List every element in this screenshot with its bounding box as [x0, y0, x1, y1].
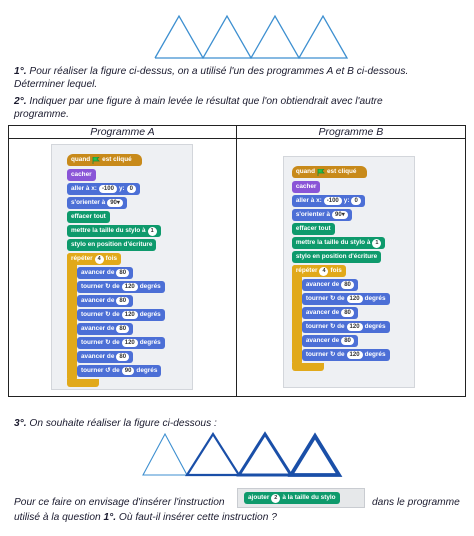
forward-value: 80: [116, 353, 129, 361]
program-b-turn-3: [302, 349, 390, 361]
question-4-line2-c: Où faut-il insérer cette instruction ?: [116, 512, 277, 523]
program-b-clear: effacer tout: [292, 223, 335, 235]
program-a-forward-1: [77, 267, 133, 279]
when-label: quand: [71, 156, 91, 163]
clicked-label: est cliqué: [326, 168, 357, 175]
question-1-line2: Déterminer lequel.: [14, 79, 98, 90]
turn-label: tourner ↻ de: [81, 283, 120, 290]
program-b-cell: [236, 139, 465, 397]
turn-label: tourner ↻ de: [81, 311, 120, 318]
program-a-when-flag: [67, 154, 142, 166]
program-a-forward-3: [77, 323, 133, 335]
forward-label: avancer de: [305, 309, 340, 316]
question-1: [14, 66, 408, 79]
program-b-repeat-wrap: [292, 265, 302, 365]
program-b-forward-1: [302, 279, 358, 291]
question-2-text: Indiquer par une figure à main levée le résultat que l'on obtiendrait avec l'autre: [26, 96, 383, 107]
goto-x-value: -100: [99, 185, 117, 193]
program-b-hide: cacher: [292, 181, 321, 193]
forward-value: 80: [341, 337, 354, 345]
program-a-forward-2: [77, 295, 133, 307]
turn-unit: degrés: [139, 339, 161, 346]
program-a-forward-4: [77, 351, 133, 363]
forward-label: avancer de: [305, 281, 340, 288]
forward-label: avancer de: [81, 353, 115, 360]
question-4-line2-a: utilisé à la question: [14, 512, 104, 523]
turn-label: tourner ↻ de: [305, 323, 345, 330]
question-1-number: 1°.: [14, 66, 27, 77]
repeat-suffix: fois: [105, 255, 118, 262]
program-a-turn-1: [77, 281, 165, 293]
top-triangles-figure: [150, 10, 350, 62]
turn-unit: degrés: [139, 311, 161, 318]
program-a-pen-size: [67, 225, 161, 237]
orient-label: s'orienter à: [71, 199, 106, 206]
question-2-number: 2°.: [14, 96, 27, 107]
turn-value: 120: [347, 351, 363, 359]
program-a-orient: [67, 197, 127, 209]
question-4-text-a: Pour ce faire on envisage d'insérer l'instruction: [14, 497, 225, 508]
forward-label: avancer de: [305, 337, 340, 344]
header-program-a: Programme A: [9, 126, 237, 139]
repeat-label: répéter: [295, 267, 318, 274]
forward-value: 80: [341, 309, 354, 317]
turn-value: 120: [122, 311, 138, 319]
pen-size-value: 1: [372, 239, 381, 248]
header-program-b: Programme B: [236, 126, 465, 139]
program-b-repeat: [292, 265, 346, 277]
forward-label: avancer de: [81, 325, 115, 332]
program-b-orient: [292, 209, 352, 221]
goto-label: aller à x:: [71, 185, 97, 192]
repeat-suffix: fois: [330, 267, 342, 274]
pen-size-value: 1: [148, 227, 157, 236]
forward-value: 80: [116, 269, 129, 277]
question-2: [14, 96, 383, 109]
question-4-line2: [14, 512, 277, 525]
program-b-goto: [292, 195, 365, 207]
orient-label: s'orienter à: [295, 211, 331, 218]
program-a-clear: effacer tout: [67, 211, 110, 223]
instruction-value: 2: [271, 494, 280, 503]
program-a-pen-down: stylo en position d'écriture: [67, 239, 156, 251]
program-a-turn-4: [77, 365, 161, 377]
pen-size-label: mettre la taille du stylo à: [71, 227, 146, 234]
repeat-value: 4: [319, 267, 328, 276]
forward-label: avancer de: [81, 269, 115, 276]
turn-value: 120: [122, 339, 138, 347]
program-a-cell: [9, 139, 237, 397]
when-label: quand: [295, 168, 315, 175]
repeat-value: 4: [95, 255, 104, 264]
pen-size-label: mettre la taille du stylo à: [295, 239, 371, 246]
turn-unit: degrés: [364, 295, 386, 302]
program-b-when-flag: [292, 166, 367, 178]
green-flag-icon: [317, 169, 325, 176]
program-b-turn-1: [302, 293, 390, 305]
repeat-label: répéter: [71, 255, 93, 262]
program-a-script: [51, 144, 193, 390]
green-flag-icon: [92, 157, 100, 164]
program-a-hide: cacher: [67, 169, 96, 181]
forward-value: 80: [116, 325, 129, 333]
turn-value: 120: [347, 295, 363, 303]
goto-x-value: -100: [324, 197, 342, 205]
orient-value: 90▾: [107, 199, 123, 207]
goto-y-value: 0: [127, 185, 136, 193]
question-3-number: 3°.: [14, 418, 27, 429]
orient-value: 90▾: [332, 211, 348, 219]
program-a-turn-3: [77, 337, 165, 349]
instruction-block: [244, 492, 340, 504]
program-b-turn-2: [302, 321, 390, 333]
question-1-text: Pour réaliser la figure ci-dessus, on a utilisé l'un des programmes A et B ci-dessous.: [26, 66, 409, 77]
program-b-pen-down: stylo en position d'écriture: [292, 251, 381, 263]
program-b-repeat-end: [292, 363, 324, 371]
turn-label: tourner ↻ de: [81, 339, 120, 346]
instruction-frame: [237, 488, 365, 508]
turn-unit: degrés: [136, 367, 158, 374]
instruction-suffix: à la taille du stylo: [282, 494, 336, 501]
turn-unit: degrés: [139, 283, 161, 290]
forward-value: 80: [116, 297, 129, 305]
bottom-triangles-figure: [135, 428, 345, 480]
question-2-line2: programme.: [14, 109, 69, 120]
instruction-label: ajouter: [248, 494, 270, 501]
forward-label: avancer de: [81, 297, 115, 304]
program-a-repeat-end: [67, 379, 99, 387]
goto-label: aller à x:: [295, 197, 322, 204]
program-a-repeat: [67, 253, 121, 265]
program-a-goto: [67, 183, 140, 195]
goto-y-label: y:: [118, 185, 125, 192]
question-4-line2-ref: 1°.: [103, 512, 117, 523]
program-a-turn-2: [77, 309, 165, 321]
question-4-text-b: dans le programme: [372, 497, 460, 508]
program-b-forward-2: [302, 307, 358, 319]
programs-table: [8, 125, 466, 397]
turn-unit: degrés: [364, 351, 386, 358]
goto-y-label: y:: [343, 197, 350, 204]
program-b-pen-size: [292, 237, 386, 249]
clicked-label: est cliqué: [102, 156, 132, 163]
turn-label: tourner ↻ de: [305, 295, 345, 302]
turn-value: 90: [122, 367, 135, 375]
forward-value: 80: [341, 281, 354, 289]
program-b-forward-3: [302, 335, 358, 347]
turn-unit: degrés: [364, 323, 386, 330]
program-b-script: [283, 156, 415, 388]
goto-y-value: 0: [351, 197, 360, 205]
turn-value: 120: [347, 323, 363, 331]
question-3-text: On souhaite réaliser la figure ci-dessous :: [26, 418, 217, 429]
turn-label: tourner ↻ de: [305, 351, 345, 358]
program-a-repeat-wrap: [67, 253, 77, 381]
turn-label: tourner ↺ de: [81, 367, 120, 374]
turn-value: 120: [122, 283, 138, 291]
